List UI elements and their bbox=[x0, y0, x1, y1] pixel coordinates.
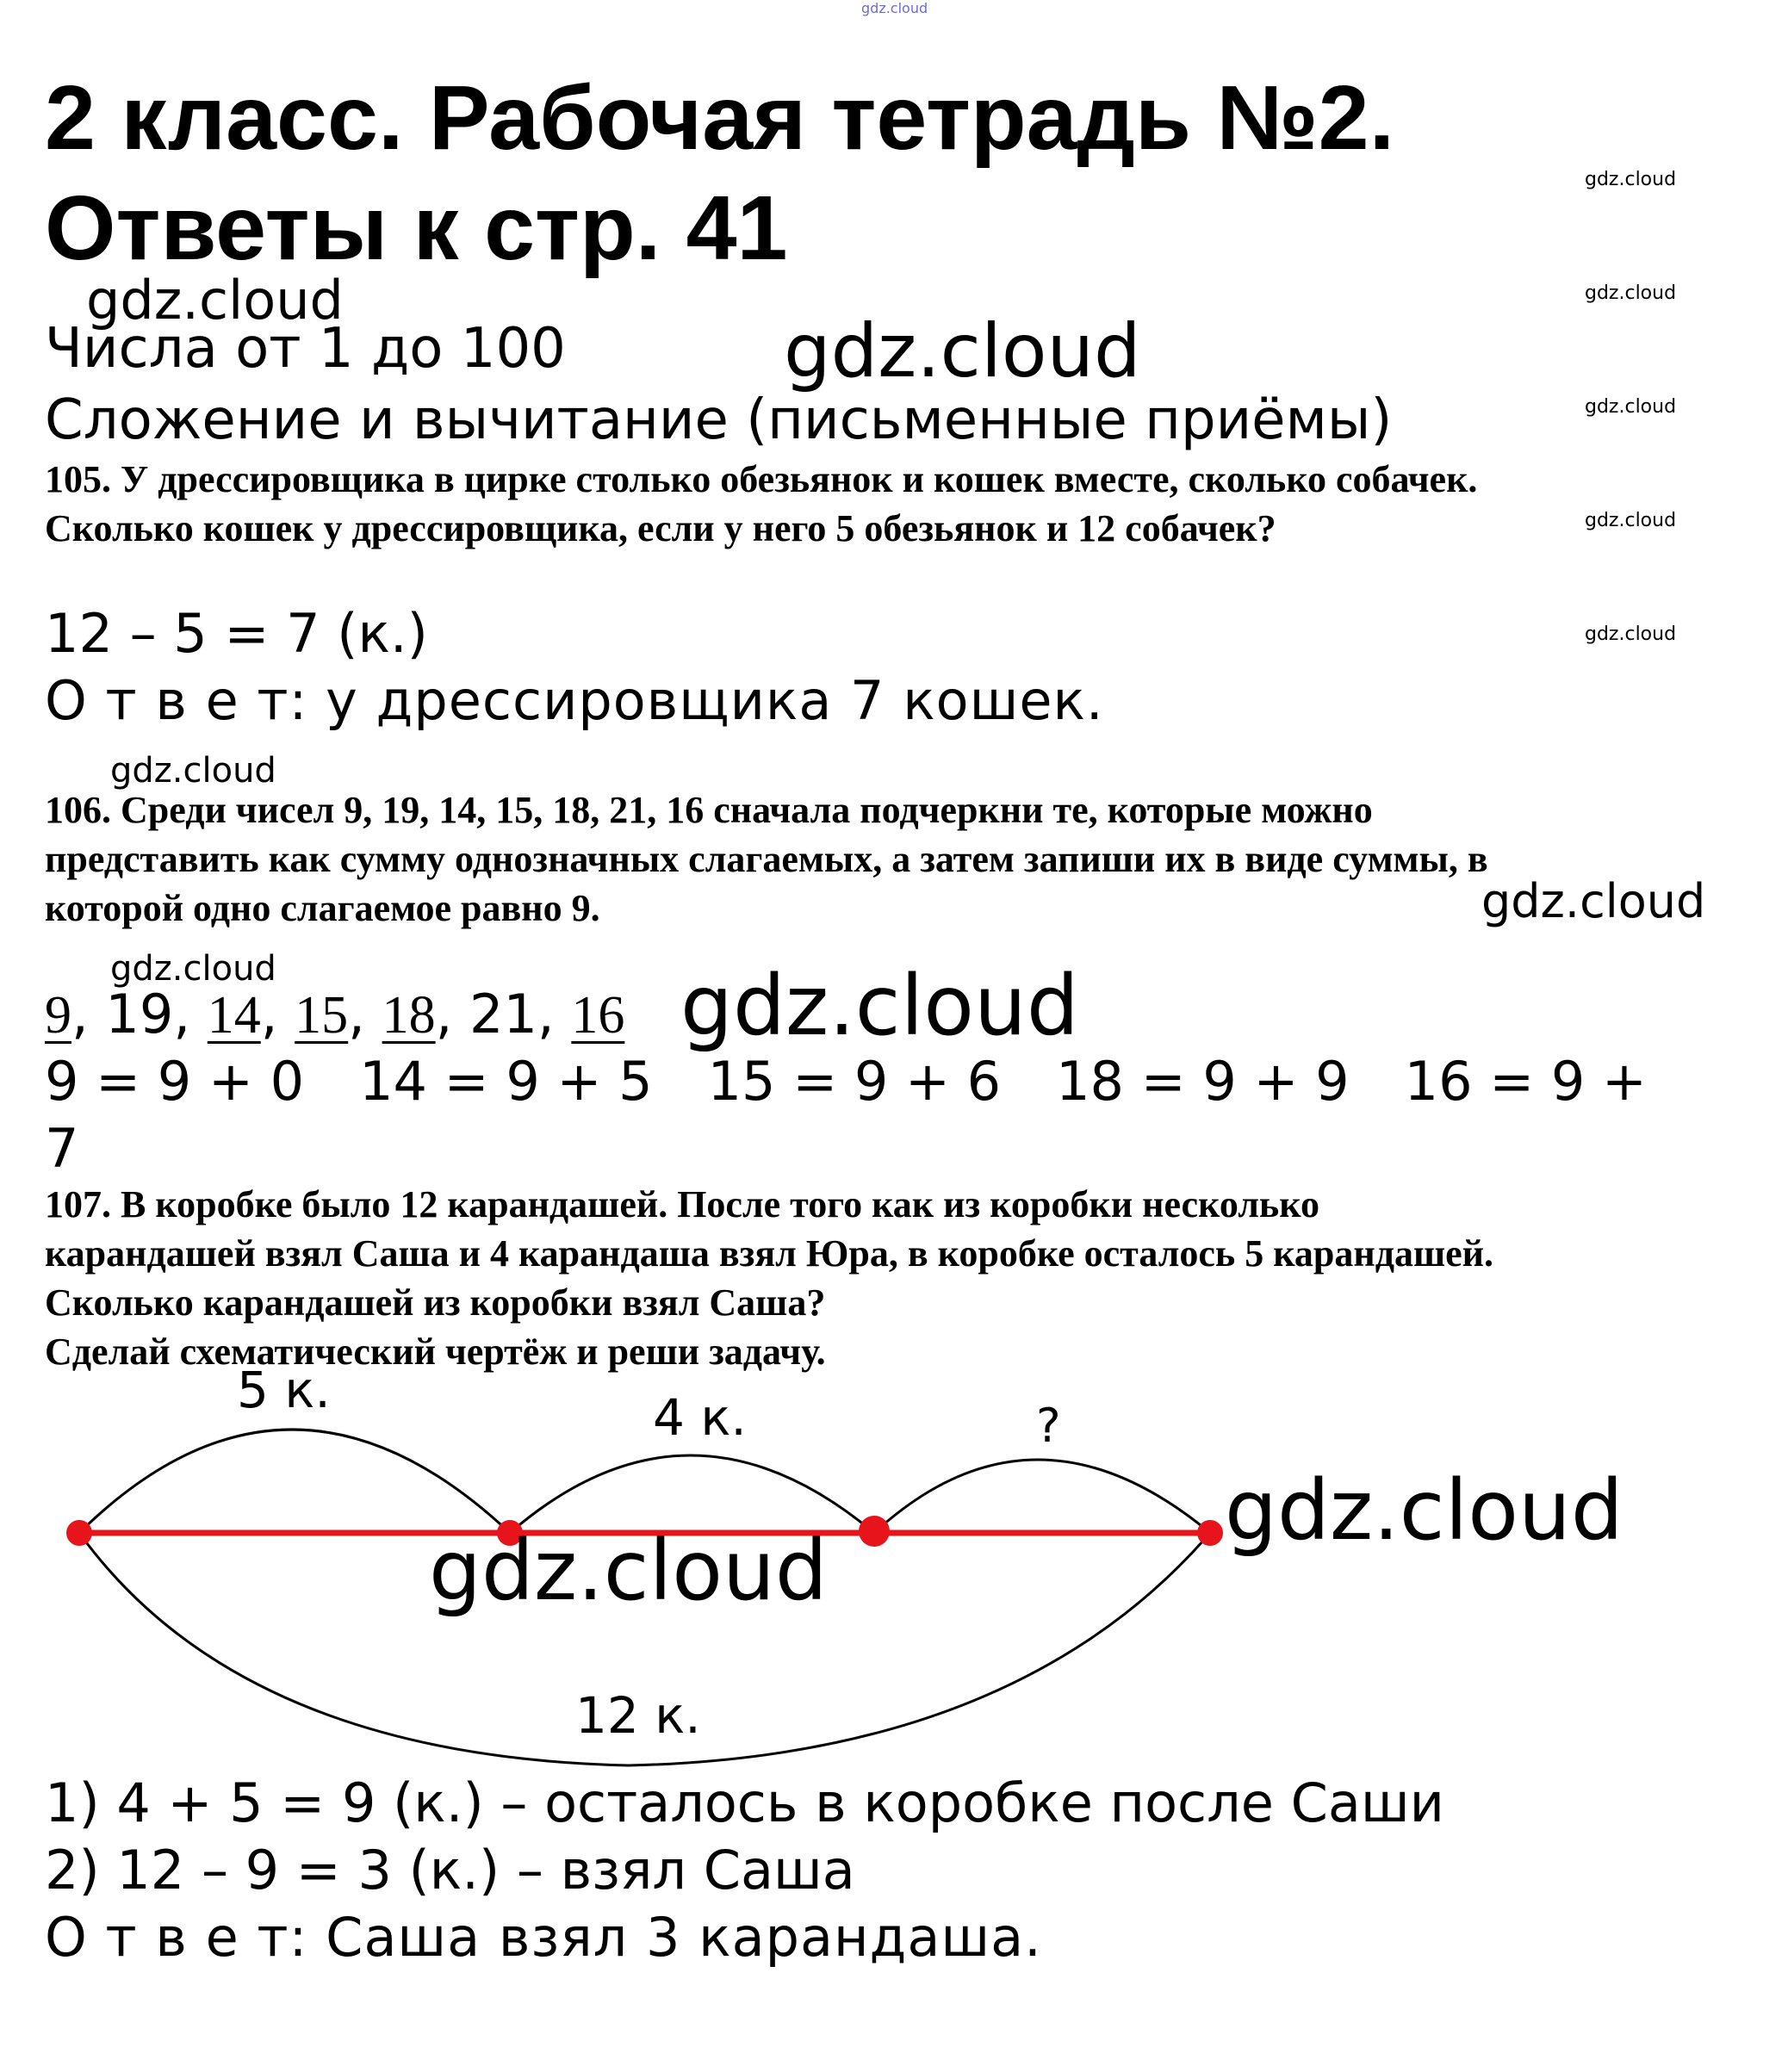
number-separator: , bbox=[435, 983, 470, 1045]
label-total: 12 к. bbox=[575, 1686, 701, 1745]
segment-point bbox=[859, 1516, 890, 1547]
number-separator: , bbox=[71, 983, 106, 1045]
segment-point bbox=[66, 1520, 92, 1546]
topic-heading: Числа от 1 до 100 bbox=[45, 317, 566, 381]
equation: 14 = 9 + 5 bbox=[359, 1050, 653, 1113]
task-107-step2: 2) 12 – 9 = 3 (к.) – взял Саша bbox=[45, 1839, 855, 1901]
watermark: gdz.cloud bbox=[1225, 1462, 1623, 1559]
equation: 15 = 9 + 6 bbox=[707, 1050, 1002, 1113]
segment-diagram bbox=[0, 1361, 1788, 1783]
subtopic-heading: Сложение и вычитание (письменные приёмы) bbox=[45, 388, 1393, 452]
page-title-line1: 2 класс. Рабочая тетрадь №2. bbox=[45, 67, 1395, 169]
watermark: gdz.cloud bbox=[429, 1523, 828, 1619]
watermark: gdz.cloud bbox=[1585, 623, 1677, 645]
task-106-equations bbox=[45, 1049, 1647, 1114]
watermark: gdz.cloud bbox=[1585, 396, 1677, 418]
task-105-text-line1: 105. У дрессировщика в цирке столько обезьянок и кошек вместе, сколько собачек. bbox=[45, 458, 1478, 500]
number-item: 15 bbox=[295, 986, 349, 1045]
watermark: gdz.cloud bbox=[110, 949, 276, 989]
task-107-text-line1: 107. В коробке было 12 карандашей. После того как из коробки несколько bbox=[45, 1183, 1319, 1225]
watermark: gdz.cloud bbox=[86, 269, 344, 332]
arc-right bbox=[874, 1460, 1210, 1533]
equation: 16 = 9 + bbox=[1404, 1050, 1647, 1113]
watermark-top: gdz.cloud bbox=[861, 0, 928, 16]
arc-middle bbox=[510, 1455, 874, 1533]
label-middle: 4 к. bbox=[653, 1388, 747, 1447]
task-105-solution: 12 – 5 = 7 (к.) bbox=[45, 602, 428, 665]
equation: 9 = 9 + 0 bbox=[45, 1050, 305, 1113]
number-item: 18 bbox=[382, 986, 436, 1045]
watermark: gdz.cloud bbox=[1585, 510, 1677, 531]
task-107-text-line2: карандашей взял Саша и 4 карандаша взял Юра, в коробке осталось 5 карандашей. bbox=[45, 1232, 1493, 1275]
page-title-line2: Ответы к стр. 41 bbox=[45, 177, 788, 279]
task-106-number-list bbox=[45, 982, 624, 1048]
watermark: gdz.cloud bbox=[110, 751, 276, 791]
task-107-text-line3: Сколько карандашей из коробки взял Саша? bbox=[45, 1281, 826, 1324]
label-right: ? bbox=[1036, 1399, 1061, 1453]
task-106-text-line3: которой одно слагаемое равно 9. bbox=[45, 887, 600, 929]
number-separator: , bbox=[260, 983, 295, 1045]
number-item: 9 bbox=[45, 986, 71, 1045]
number-item: 21 bbox=[469, 983, 537, 1045]
task-106-equation-continuation: 7 bbox=[45, 1117, 79, 1180]
number-item: 14 bbox=[207, 986, 261, 1045]
number-separator: , bbox=[537, 983, 572, 1045]
watermark: gdz.cloud bbox=[784, 308, 1141, 394]
task-107-answer: О т в е т: Саша взял 3 карандаша. bbox=[45, 1906, 1042, 1969]
number-separator: , bbox=[173, 983, 208, 1045]
label-left: 5 к. bbox=[237, 1361, 331, 1419]
number-separator: , bbox=[348, 983, 382, 1045]
segment-point bbox=[1197, 1520, 1223, 1546]
task-105-text-line2: Сколько кошек у дрессировщика, если у него 5 обезьянок и 12 собачек? bbox=[45, 507, 1276, 549]
watermark: gdz.cloud bbox=[680, 958, 1079, 1054]
task-107-step1: 1) 4 + 5 = 9 (к.) – осталось в коробке после Саши bbox=[45, 1771, 1444, 1834]
watermark: gdz.cloud bbox=[1481, 874, 1706, 928]
watermark: gdz.cloud bbox=[1585, 169, 1677, 190]
task-105-answer: О т в е т: у дрессировщика 7 кошек. bbox=[45, 669, 1104, 732]
watermark: gdz.cloud bbox=[1585, 282, 1677, 304]
task-106-text-line2: представить как сумму однозначных слагаемых, а затем запиши их в виде суммы, в bbox=[45, 838, 1488, 880]
task-107-text-line4: Сделай схематический чертёж и реши задачу. bbox=[45, 1331, 826, 1373]
task-106-text-line1: 106. Среди чисел 9, 19, 14, 15, 18, 21, 16 сначала подчеркни те, которые можно bbox=[45, 789, 1373, 831]
number-item: 19 bbox=[105, 983, 174, 1045]
number-item: 16 bbox=[571, 986, 625, 1045]
arc-left bbox=[79, 1430, 510, 1533]
equation: 18 = 9 + 9 bbox=[1056, 1050, 1350, 1113]
